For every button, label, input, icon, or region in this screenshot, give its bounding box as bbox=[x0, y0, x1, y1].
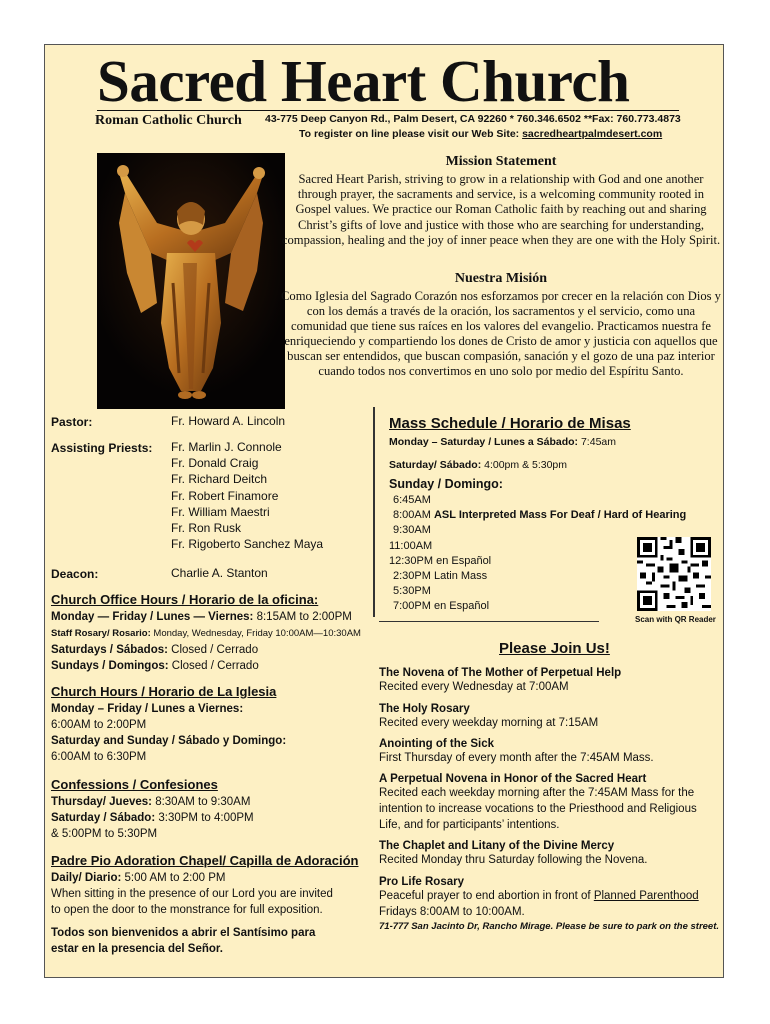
join-item bbox=[379, 840, 719, 876]
register-line bbox=[299, 128, 662, 140]
assisting-priest: Fr. Richard Deitch bbox=[171, 472, 268, 487]
register-prefix: To register on line please visit our Web Site: bbox=[299, 128, 520, 140]
join-item bbox=[379, 738, 719, 773]
join-item-desc bbox=[379, 888, 719, 904]
pastor-name: Fr. Howard A. Lincoln bbox=[171, 414, 286, 428]
assisting-priest: Fr. Marlin J. Connole bbox=[171, 440, 282, 454]
join-item-title: A Perpetual Novena in Honor of the Sacred Heart bbox=[379, 773, 647, 785]
staff-rosary-label: Staff Rosary/ Rosario: bbox=[51, 628, 151, 639]
confessions-saturday-hours: 3:30PM to 4:00PM bbox=[158, 812, 254, 824]
join-item-title: The Holy Rosary bbox=[379, 703, 470, 715]
join-item-title: The Novena of The Mother of Perpetual Help bbox=[379, 667, 622, 679]
church-weekend-label-text: Saturday and Sunday / Sábado y Domingo: bbox=[51, 735, 287, 747]
mass-divider bbox=[379, 621, 599, 622]
office-saturday-label: Saturdays / Sábados: bbox=[51, 644, 168, 656]
join-list bbox=[379, 667, 719, 934]
confessions-thursday bbox=[51, 794, 250, 810]
prolife-location: 71-777 San Jacinto Dr, Rancho Mirage. Please be sure to park on the street. bbox=[379, 921, 720, 932]
confessions-saturday-2: & 5:00PM to 5:30PM bbox=[51, 828, 158, 840]
church-subtitle: Roman Catholic Church bbox=[95, 113, 242, 128]
mass-time: 7:00PM en Español bbox=[393, 600, 490, 613]
mass-time: 12:30PM en Español bbox=[389, 554, 492, 567]
confessions-thursday-label: Thursday/ Jueves: bbox=[51, 796, 152, 808]
flyer-page bbox=[44, 44, 724, 978]
mass-schedule-heading: Mass Schedule / Horario de Misas bbox=[389, 415, 631, 432]
mass-time-value: 8:00AM bbox=[393, 509, 431, 522]
church-hours-heading: Church Hours / Horario de La Iglesia bbox=[51, 684, 277, 699]
church-weekend-label bbox=[51, 733, 286, 749]
adoration-welcome: Todos son bienvenidos a abrir el Santísimo para estar en la presencia del Señor. bbox=[51, 927, 316, 955]
mass-sunday-label: Sunday / Domingo: bbox=[389, 477, 503, 491]
mass-saturday-label: Saturday/ Sábado: bbox=[389, 459, 482, 471]
website-link[interactable]: sacredheartpalmdesert.com bbox=[522, 128, 663, 140]
office-weekday-label: Monday — Friday / Lunes — Viernes: bbox=[51, 611, 254, 623]
staff-rosary bbox=[51, 628, 361, 639]
join-heading: Please Join Us! bbox=[499, 640, 610, 657]
deacon-name: Charlie A. Stanton bbox=[171, 566, 268, 580]
qr-code[interactable] bbox=[637, 537, 711, 611]
office-weekday bbox=[51, 609, 352, 625]
join-item-desc: First Thursday of every month after the 7:45AM Mass. bbox=[379, 752, 654, 764]
join-item-desc: Recited every weekday morning at 7:15AM bbox=[379, 717, 599, 729]
qr-caption: Scan with QR Reader bbox=[635, 615, 716, 624]
adoration-daily bbox=[51, 870, 226, 886]
office-sunday-label: Sundays / Domingos: bbox=[51, 660, 169, 672]
church-title: Sacred Heart Church bbox=[97, 48, 630, 114]
assisting-priest: Fr. Donald Craig bbox=[171, 456, 259, 471]
join-item-title: Pro Life Rosary bbox=[379, 876, 464, 888]
join-item-title: Anointing of the Sick bbox=[379, 738, 494, 750]
deacon-label: Deacon: bbox=[51, 567, 99, 581]
assisting-label: Assisting Priests: bbox=[51, 441, 153, 455]
mass-weekday-label: Monday – Saturday / Lunes a Sábado: bbox=[389, 436, 579, 448]
column-divider bbox=[373, 407, 375, 617]
mass-time: 2:30PM Latin Mass bbox=[393, 570, 488, 583]
office-weekday-hours: 8:15AM to 2:00PM bbox=[256, 611, 352, 623]
mission-heading: Mission Statement bbox=[445, 154, 557, 169]
church-weekday-label-text: Monday – Friday / Lunes a Viernes: bbox=[51, 703, 244, 715]
church-weekday-hours: 6:00AM to 2:00PM bbox=[51, 719, 147, 731]
assisting-priest: Fr. Robert Finamore bbox=[171, 488, 279, 503]
confessions-saturday bbox=[51, 810, 254, 826]
planned-parenthood-link[interactable]: Planned Parenthood bbox=[593, 890, 699, 902]
join-item-desc: Recited each weekday morning after the 7:45AM Mass for the intention to increase vocations to the Priesthood and Religious Life, and for participants’ intentions. bbox=[379, 787, 697, 831]
adoration-note: When sitting in the presence of our Lord you are invited to open the door to the monstrance for full exposition. bbox=[51, 888, 333, 916]
join-item-title: The Chaplet and Litany of the Divine Mercy bbox=[379, 840, 615, 852]
address-line: 43-775 Deep Canyon Rd., Palm Desert, CA 92260 * 760.346.6502 **Fax: 760.773.4873 bbox=[265, 113, 681, 125]
adoration-daily-hours: 5:00 AM to 2:00 PM bbox=[124, 872, 226, 884]
assisting-priest: Fr. William Maestri bbox=[171, 504, 270, 519]
mission-text-es: Como Iglesia del Sagrado Corazón nos esforzamos por crecer en la relación con Dios y con los demás a través de la oración, los sacramentos y el servicio, como una comunidad que tiene sus raíces en los valores del evangelio. Practicamos nuestra fe enriqueciendo y compartiendo los dones de Cristo de amor y justicia con aquellos que buscan ser entendidos, que buscan compasión, sanación y el gozo de una paz interior cuando todos nos convertimos en uno solo por medio del Espíritu Santo. bbox=[281, 289, 721, 379]
church-weekday-label bbox=[51, 701, 243, 717]
pastor-label: Pastor: bbox=[51, 415, 93, 429]
office-sunday-hours: Closed / Cerrado bbox=[171, 660, 259, 672]
mission-text: Sacred Heart Parish, striving to grow in a relationship with God and one another through prayer, the sacraments and service, is a welcoming community rooted in Gospel values. We practice our Roman Catholic faith by reaching out and sharing Christ’s gifts of love and justice with those who are searching for understanding, compassion, healing and the joy of inner peace when they are one with the Holy Spirit. bbox=[281, 172, 721, 247]
join-item-desc: Recited Monday thru Saturday following the Novena. bbox=[379, 854, 648, 866]
prolife-time: Fridays 8:00AM to 10:00AM. bbox=[379, 906, 525, 918]
title-underline bbox=[97, 110, 679, 111]
prolife-desc: Peaceful prayer to end abortion in front of bbox=[379, 890, 591, 902]
join-item bbox=[379, 667, 719, 703]
staff-rosary-hours: Monday, Wednesday, Friday 10:00AM—10:30AM bbox=[153, 628, 361, 639]
mass-time-asl bbox=[389, 508, 686, 523]
adoration-heading: Padre Pio Adoration Chapel/ Capilla de Adoración bbox=[51, 853, 359, 868]
office-hours-heading: Church Office Hours / Horario de la oficina: bbox=[51, 592, 319, 607]
assisting-priest: Fr. Rigoberto Sanchez Maya bbox=[171, 537, 324, 552]
mass-saturday-time: 4:00pm & 5:30pm bbox=[484, 459, 568, 471]
asl-note: ASL Interpreted Mass For Deaf / Hard of Hearing bbox=[433, 509, 687, 522]
mass-weekday-time: 7:45am bbox=[580, 436, 616, 448]
mass-saturday bbox=[389, 459, 567, 471]
mass-time: 11:00AM bbox=[389, 539, 433, 552]
office-saturday bbox=[51, 642, 258, 658]
office-sunday bbox=[51, 658, 259, 674]
mission-heading-es: Nuestra Misión bbox=[454, 271, 548, 286]
church-weekend-hours: 6:00AM to 6:30PM bbox=[51, 751, 147, 763]
office-saturday-hours: Closed / Cerrado bbox=[171, 644, 259, 656]
mass-weekday bbox=[389, 436, 616, 448]
confessions-thursday-hours: 8:30AM to 9:30AM bbox=[155, 796, 251, 808]
join-item bbox=[379, 703, 719, 738]
assisting-priest: Fr. Ron Rusk bbox=[171, 521, 242, 536]
adoration-daily-label: Daily/ Diario: bbox=[51, 872, 122, 884]
assisting-list bbox=[171, 439, 323, 552]
join-item bbox=[379, 876, 719, 934]
confessions-saturday-label: Saturday / Sábado: bbox=[51, 812, 156, 824]
mass-time: 5:30PM bbox=[393, 585, 431, 598]
join-item-desc: Recited every Wednesday at 7:00AM bbox=[379, 681, 569, 693]
join-item bbox=[379, 773, 719, 840]
sacred-heart-statue-image bbox=[97, 153, 285, 409]
mass-time: 9:30AM bbox=[393, 524, 431, 537]
confessions-heading: Confessions / Confesiones bbox=[51, 777, 218, 792]
mass-time: 6:45AM bbox=[393, 494, 431, 506]
